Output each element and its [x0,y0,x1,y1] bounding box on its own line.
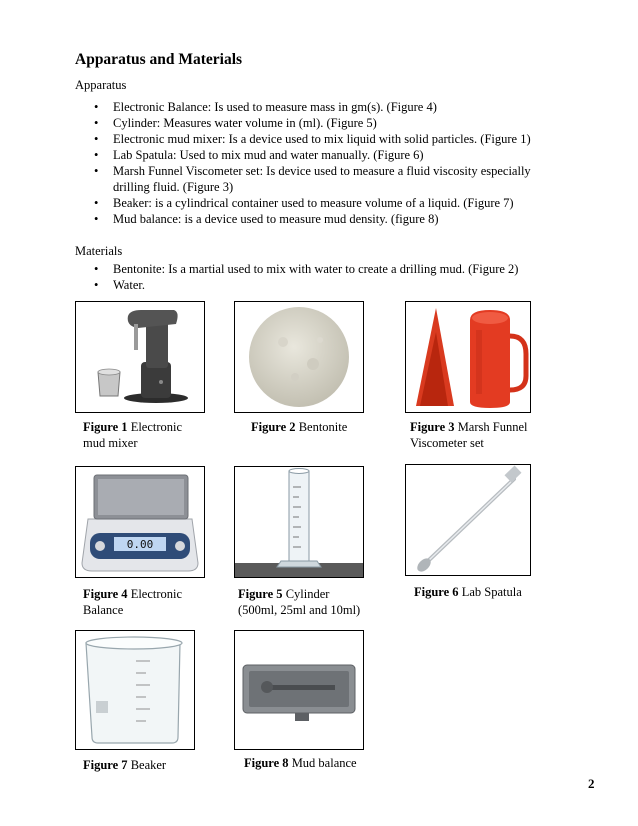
figure-7-beaker-image [75,630,195,750]
list-item: • Lab Spatula: Used to mix mud and water manually. (Figure 6) [94,147,544,163]
figure-1-mud-mixer-image [75,301,205,413]
figure-8-caption: Figure 8 Mud balance [244,756,357,770]
figure-8-mud-balance-image [234,630,364,750]
list-item: • Marsh Funnel Viscometer set: Is device used to measure a fluid viscosity especially drilling fluid. (Figure 3) [94,163,544,195]
list-item: • Beaker: is a cylindrical container used to measure volume of a liquid. (Figure 7) [94,195,544,211]
list-item: • Bentonite: Is a martial used to mix with water to create a drilling mud. (Figure 2) [94,261,544,277]
materials-list [94,261,544,293]
list-item: • Water. [94,277,544,293]
figure-2-caption: Figure 2 Bentonite [251,420,348,434]
figure-6-spatula-image [405,464,531,576]
apparatus-list [94,99,544,227]
list-item: • Mud balance: is a device used to measure mud density. (figure 8) [94,211,544,227]
figure-5-cylinder-image [234,466,364,578]
list-item: • Electronic mud mixer: Is a device used to mix liquid with solid particles. (Figure 1) [94,131,544,147]
list-item: • Electronic Balance: Is used to measure mass in gm(s). (Figure 4) [94,99,544,115]
figure-1-caption: Figure 1 Electronic mud mixer [83,420,183,450]
list-item: • Cylinder: Measures water volume in (ml). (Figure 5) [94,115,544,131]
figure-6-caption: Figure 6 Lab Spatula [414,585,522,599]
figure-5-caption: Figure 5 Cylinder (500ml, 25ml and 10ml) [238,587,361,617]
figure-4-balance-image [75,466,205,578]
figure-7-caption: Figure 7 Beaker [83,758,167,772]
figure-3-caption: Figure 3 Marsh Funnel Viscometer set [410,420,528,450]
balance-display-readout: 0.00 [126,538,154,551]
apparatus-label: Apparatus [75,78,127,92]
materials-label: Materials [75,244,123,258]
figure-4-caption: Figure 4 Electronic Balance [83,587,183,617]
page-number: 2 [588,776,595,791]
figure-3-marsh-funnel-image [405,301,531,413]
figure-2-bentonite-image [234,301,364,413]
section-heading: Apparatus and Materials [75,51,243,68]
